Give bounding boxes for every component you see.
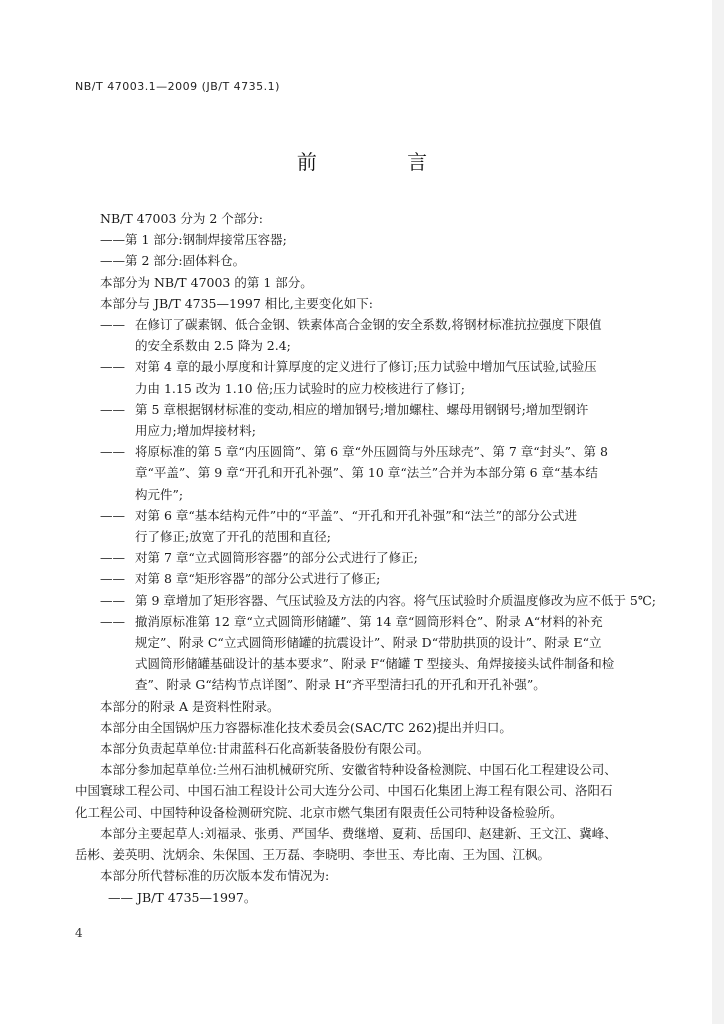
change-line: 构元件”; [135,486,184,502]
change-line: 的安全系数由 2.5 降为 2.4; [135,338,291,354]
change-item [75,441,660,505]
intro-line: 本部分与 JB/T 4735—1997 相比,主要变化如下: [100,295,373,311]
dash-marker: —— [100,359,125,375]
authors-line: 本部分主要起草人:刘福录、张勇、严国华、费继增、夏莉、岳国印、赵建新、王文江、冀峰、 [100,825,617,841]
change-line: 规定”、附录 C“立式圆筒形储罐的抗震设计”、附录 D“带肋拱顶的设计”、附录 E“立 [135,635,602,651]
proposed-note: 本部分由全国锅炉压力容器标准化技术委员会(SAC/TC 262)提出并归口。 [100,719,512,735]
change-line: 对第 8 章“矩形容器”的部分公式进行了修正; [135,571,381,587]
change-line: 式圆筒形储罐基础设计的基本要求”、附录 F“储罐 T 型接头、角焊接接头试件制备和检 [135,656,615,672]
change-line: 力由 1.15 改为 1.10 倍;压力试验时的应力校核进行了修订; [135,380,465,396]
change-text [135,547,660,568]
change-line: 撤消原标准第 12 章“立式圆筒形储罐”、第 14 章“圆筒形料仓”、附录 A“材料的补充 [135,613,603,629]
page-number: 4 [75,926,83,940]
intro-line: ——第 1 部分:钢制焊接常压容器; [100,232,287,248]
appendix-note: 本部分的附录 A 是资料性附录。 [100,698,280,714]
change-line: 查”、附录 G“结构节点详图”、附录 H“齐平型清扫孔的开孔和开孔补强”。 [135,677,546,693]
change-text [135,568,660,589]
change-line: 行了修正;放宽了开孔的范围和直径; [135,529,331,545]
change-text [135,399,660,441]
authors-line: 岳彬、姜英明、沈炳余、朱保国、王万磊、李晓明、李世玉、寿比南、王为国、江枫。 [75,847,551,863]
intro-line: NB/T 47003 分为 2 个部分: [100,211,263,226]
change-line: 对第 7 章“立式圆筒形容器”的部分公式进行了修正; [135,550,418,566]
changes-list [75,314,660,696]
participants-line: 本部分参加起草单位:兰州石油机械研究所、安徽省特种设备检测院、中国石化工程建设公司、 [100,762,617,778]
dash-marker: —— [100,571,125,587]
dash-marker: —— [100,613,125,629]
participants-line: 中国寰球工程公司、中国石油工程设计公司大连分公司、中国石化集团上海工程有限公司、洛阳石 [75,783,613,799]
dash-marker: —— [100,550,125,566]
drafter-note: 本部分负责起草单位:甘肃蓝科石化高新装备股份有限公司。 [100,741,430,757]
dash-marker: —— [100,592,125,608]
change-text [135,611,660,696]
dash-marker: —— [100,401,125,417]
intro-line: ——第 2 部分:固体料仓。 [100,253,246,269]
dash-marker: —— [100,317,125,333]
change-text [135,590,660,611]
change-item [75,611,660,696]
change-text [135,314,660,356]
change-text [135,356,660,398]
history-title: 本部分所代替标准的历次版本发布情况为: [100,868,330,884]
change-item [75,568,660,589]
participants-line: 化工程公司、中国特种设备检测研究院、北京市燃气集团有限责任公司特种设备检验所。 [75,804,563,820]
change-line: 用应力;增加焊接材料; [135,423,256,439]
change-text [135,441,660,505]
change-item [75,399,660,441]
change-text [135,505,660,547]
dash-marker: —— [100,507,125,523]
change-line: 第 5 章根据钢材标准的变动,相应的增加钢号;增加螺柱、螺母用钢钢号;增加型钢许 [135,401,589,417]
change-line: 对第 6 章“基本结构元件”中的“平盖”、“开孔和开孔补强”和“法兰”的部分公式进 [135,507,578,523]
change-line: 在修订了碳素钢、低合金钢、铁素体高合金钢的安全系数,将钢材标准抗拉强度下限值 [135,317,602,333]
history-item: —— JB/T 4735—1997。 [108,889,257,905]
change-item [75,547,660,568]
change-item [75,505,660,547]
change-line: 将原标准的第 5 章“内压圆筒”、第 6 章“外压圆筒与外压球壳”、第 7 章“封头”、第 8 [135,444,608,460]
change-item [75,314,660,356]
change-line: 对第 4 章的最小厚度和计算厚度的定义进行了修订;压力试验中增加气压试验,试验压 [135,359,597,375]
foreword-body [75,208,660,908]
intro-line: 本部分为 NB/T 47003 的第 1 部分。 [100,274,313,290]
change-line: 章“平盖”、第 9 章“开孔和开孔补强”、第 10 章“法兰”合并为本部分第 6 章“基本结 [135,465,598,481]
change-item [75,590,660,611]
change-line: 第 9 章增加了矩形容器、气压试验及方法的内容。将气压试验时介质温度修改为应不低于 5℃; [135,592,657,608]
page-title: 前 言 [296,150,470,174]
change-item [75,356,660,398]
dash-marker: —— [100,444,125,460]
standard-code-header: NB/T 47003.1—2009 (JB/T 4735.1) [75,80,280,93]
